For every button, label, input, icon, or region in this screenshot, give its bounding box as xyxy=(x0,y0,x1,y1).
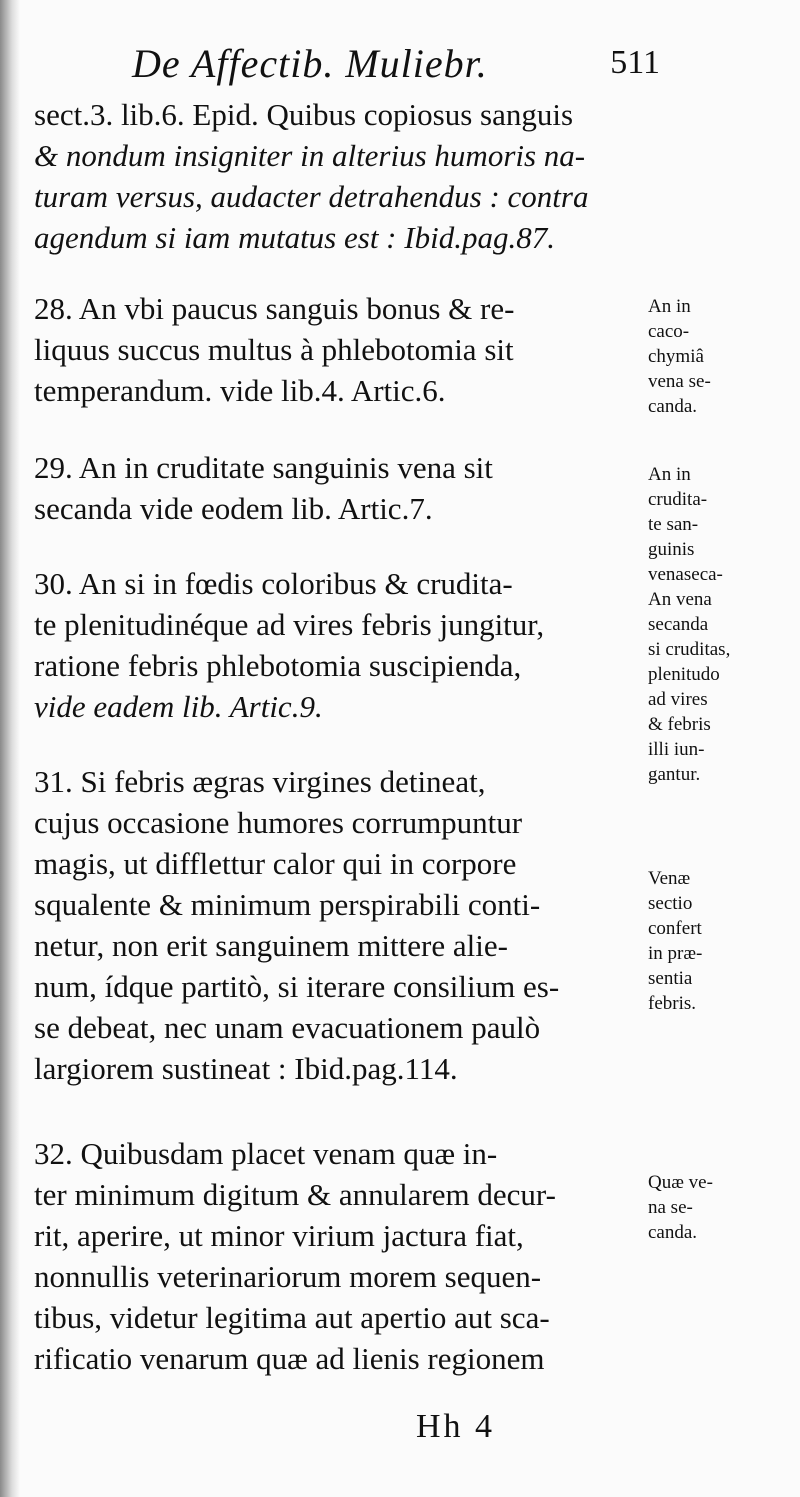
page-header xyxy=(132,40,660,100)
margin-note-line: An in xyxy=(648,296,691,317)
text-line: 31. Si febris ægras virgines detineat, xyxy=(34,764,486,799)
margin-note-line: te san- xyxy=(648,514,699,535)
text-line: turam versus, audacter detrahendus : contra xyxy=(34,179,589,214)
margin-note-line: secanda xyxy=(648,614,709,635)
margin-note-line: canda. xyxy=(648,396,698,417)
text-line: agendum si iam mutatus est : Ibid.pag.87. xyxy=(34,220,555,255)
margin-note-line: sectio xyxy=(648,893,693,914)
margin-note-line: caco- xyxy=(648,321,690,342)
margin-note-line: confert xyxy=(648,918,702,939)
paragraph-30 xyxy=(34,563,634,727)
margin-note-line: si cruditas, xyxy=(648,639,731,660)
margin-note-line: plenitudo xyxy=(648,664,720,685)
text-line: netur, non erit sanguinem mittere alie- xyxy=(34,928,508,963)
text-line: te plenitudinéque ad vires febris jungitur, xyxy=(34,607,545,642)
margin-note-line: guinis xyxy=(648,539,695,560)
text-line: rificatio venarum quæ ad lienis regionem xyxy=(34,1341,545,1376)
margin-note-line: ad vires xyxy=(648,689,708,710)
paragraph-28 xyxy=(34,288,634,411)
text-line: ratione febris phlebotomia suscipienda, xyxy=(34,648,522,683)
text-line: secanda vide eodem lib. Artic.7. xyxy=(34,491,433,526)
paragraph-continuation xyxy=(34,94,634,258)
text-line: liquus succus multus à phlebotomia sit xyxy=(34,332,514,367)
margin-note xyxy=(648,462,788,787)
margin-note-line: na se- xyxy=(648,1197,693,1218)
text-line: rit, aperire, ut minor virium jactura fiat, xyxy=(34,1218,524,1253)
text-line: magis, ut difflettur calor qui in corpore xyxy=(34,846,517,881)
text-line: 32. Quibusdam placet venam quæ in- xyxy=(34,1136,498,1171)
text-line: tibus, videtur legitima aut apertio aut sca- xyxy=(34,1300,550,1335)
margin-note-line: chymiâ xyxy=(648,346,704,367)
margin-note-line: gantur. xyxy=(648,764,701,785)
catchword-signature: Hh 4 xyxy=(416,1408,496,1445)
margin-note-line: Venæ xyxy=(648,868,691,889)
text-line: largiorem sustineat : Ibid.pag.114. xyxy=(34,1051,458,1086)
text-line: 30. An si in fœdis coloribus & crudita- xyxy=(34,566,513,601)
text-line: temperandum. vide lib.4. Artic.6. xyxy=(34,373,446,408)
margin-note xyxy=(648,1170,788,1245)
margin-note-line: canda. xyxy=(648,1222,698,1243)
margin-note-line: in præ- xyxy=(648,943,703,964)
margin-note xyxy=(648,294,788,419)
margin-note-line: An in xyxy=(648,464,691,485)
text-line: 29. An in cruditate sanguinis vena sit xyxy=(34,450,493,485)
text-line: sect.3. lib.6. Epid. Quibus copiosus sanguis xyxy=(34,97,574,132)
running-head: De Affectib. Muliebr. xyxy=(132,41,488,86)
paragraph-32 xyxy=(34,1133,634,1379)
text-line: 28. An vbi paucus sanguis bonus & re- xyxy=(34,291,515,326)
margin-note-line: febris. xyxy=(648,993,697,1014)
margin-note-line: illi iun- xyxy=(648,739,705,760)
margin-note-line: venaseca- xyxy=(648,564,723,585)
page-number: 511 xyxy=(610,44,660,81)
text-line: vide eadem lib. Artic.9. xyxy=(34,689,323,724)
margin-note xyxy=(648,866,788,1016)
text-line: nonnullis veterinariorum morem sequen- xyxy=(34,1259,542,1294)
paragraph-29 xyxy=(34,447,634,529)
paragraph-31 xyxy=(34,761,634,1089)
margin-note-line: sentia xyxy=(648,968,693,989)
text-line: & nondum insigniter in alterius humoris na- xyxy=(34,138,586,173)
margin-note-line: crudita- xyxy=(648,489,708,510)
margin-note-line: vena se- xyxy=(648,371,711,392)
text-line: cujus occasione humores corrumpuntur xyxy=(34,805,523,840)
text-line: squalente & minimum perspirabili conti- xyxy=(34,887,541,922)
page-gutter-shadow xyxy=(0,0,20,1497)
main-text xyxy=(34,94,634,1379)
margin-note-line: Quæ ve- xyxy=(648,1172,713,1193)
text-line: se debeat, nec unam evacuationem paulò xyxy=(34,1010,541,1045)
text-line: num, ídque partitò, si iterare consilium es- xyxy=(34,969,560,1004)
margin-note-line: An vena xyxy=(648,589,712,610)
margin-note-line: & febris xyxy=(648,714,711,735)
text-line: ter minimum digitum & annularem decur- xyxy=(34,1177,556,1212)
